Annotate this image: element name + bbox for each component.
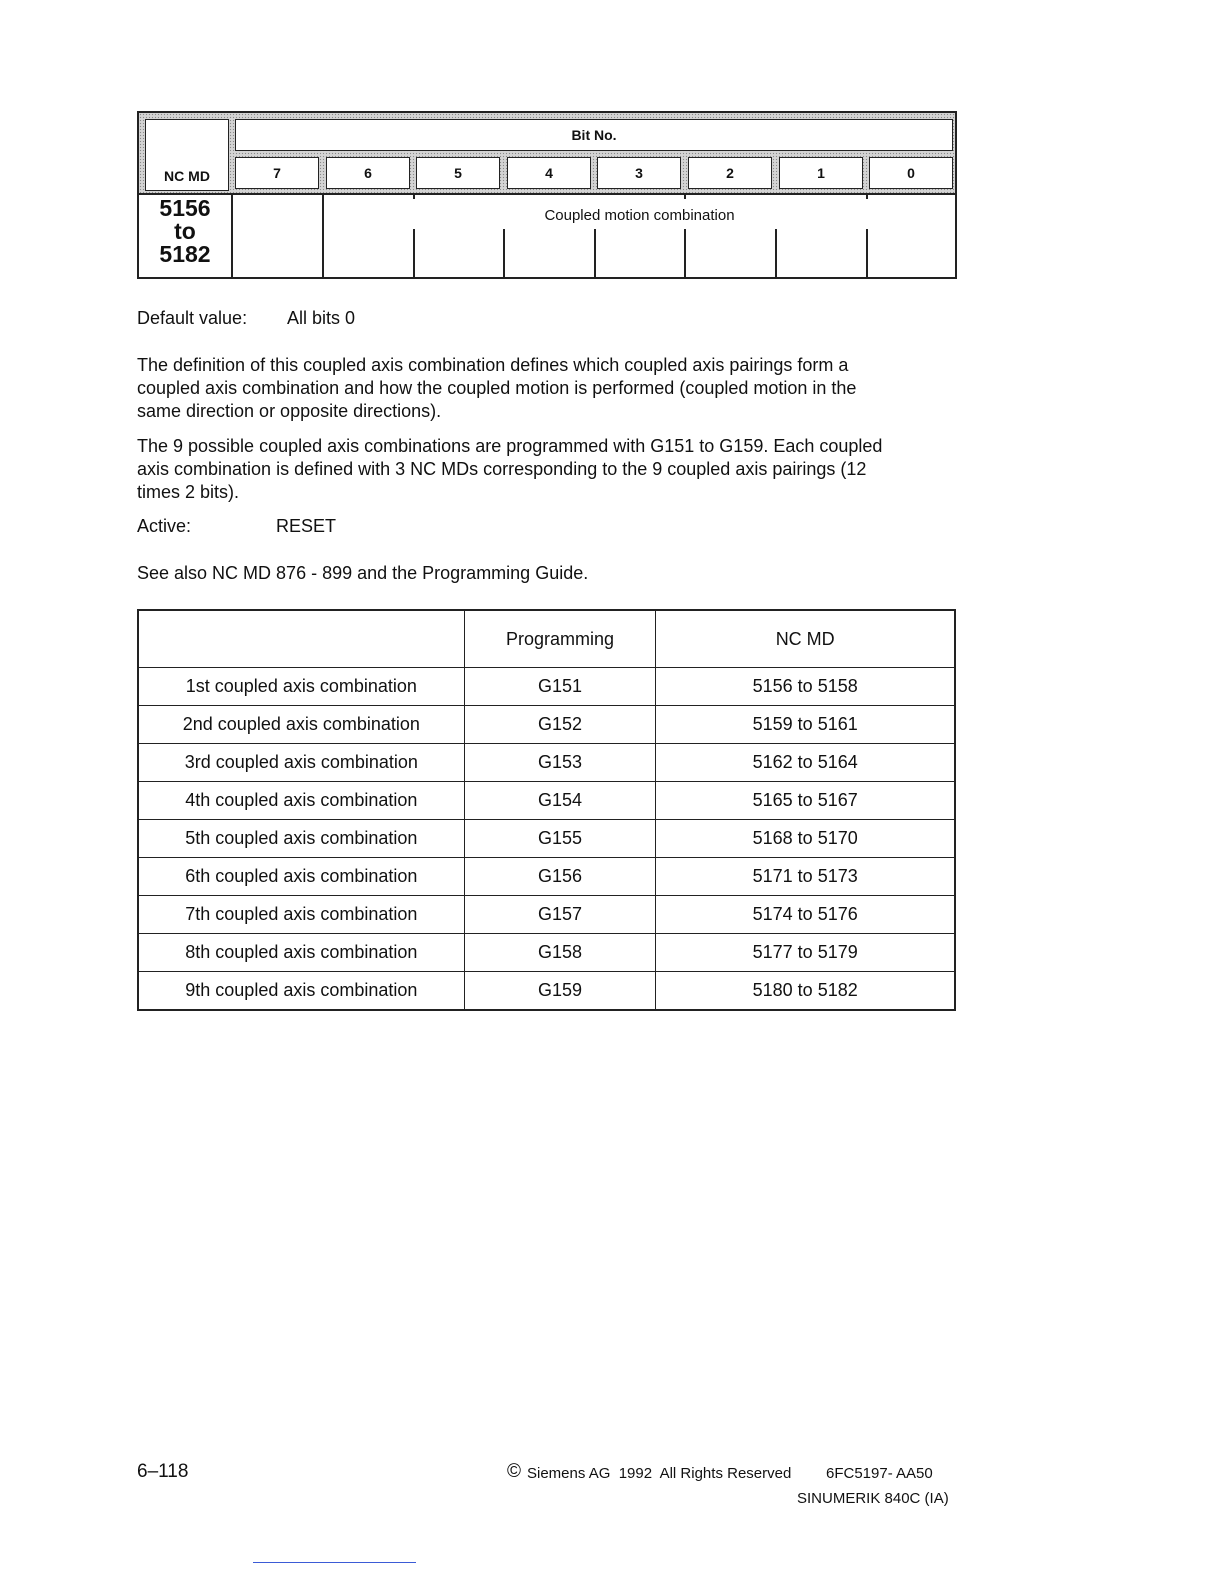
programming-cell: G157 (464, 896, 656, 934)
bit-divider-1-0-low (866, 229, 868, 277)
bit-divider-2-1 (775, 229, 777, 277)
bit-divider-6-5-low (413, 229, 415, 277)
md-range-to-word: to (174, 218, 196, 244)
bit-7-header (235, 157, 319, 189)
bit-divider-7-6 (322, 193, 324, 277)
bit-divider-1-0 (866, 193, 868, 199)
bit-3-label: 3 (635, 165, 643, 181)
bit-4-header (507, 157, 591, 189)
nc-md-cell: 5171 to 5173 (656, 858, 955, 896)
active-value: RESET (276, 516, 337, 536)
combination-cell: 4th coupled axis combination (138, 782, 464, 820)
bit-2-label: 2 (726, 165, 734, 181)
description-para1-line2: coupled axis combination and how the coupled motion is performed (coupled motion in the (137, 378, 857, 398)
bit-1-label: 1 (817, 165, 825, 181)
bit-6-label: 6 (364, 165, 372, 181)
table-row (138, 782, 955, 820)
table-row (138, 972, 955, 1011)
programming-cell: G151 (464, 668, 656, 706)
combination-cell: 5th coupled axis combination (138, 820, 464, 858)
copyright-symbol: © (507, 1461, 521, 1482)
bit-4-label: 4 (545, 165, 553, 181)
bit-divider-6-5 (413, 193, 415, 199)
nc-md-cell: 5168 to 5170 (656, 820, 955, 858)
page-number: 6–118 (137, 1461, 189, 1482)
description-para2-line3: times 2 bits). (137, 482, 240, 502)
combination-cell: 8th coupled axis combination (138, 934, 464, 972)
bit-1-header (779, 157, 863, 189)
table-row (138, 858, 955, 896)
combination-cell: 6th coupled axis combination (138, 858, 464, 896)
description-para2-line2: axis combination is defined with 3 NC MDs corresponding to the 9 coupled axis pairings (12 (137, 459, 867, 479)
table-row (138, 668, 955, 706)
bit-6-header (326, 157, 410, 189)
bit-no-label: Bit No. (571, 127, 617, 143)
md-range (139, 197, 231, 266)
see-also: See also NC MD 876 - 899 and the Programming Guide. (137, 563, 589, 583)
header-cell-combination (138, 610, 464, 668)
nc-md-cell: 5180 to 5182 (656, 972, 955, 1011)
nc-md-cell: 5174 to 5176 (656, 896, 955, 934)
bit-divider-3-2-low (684, 229, 686, 277)
programming-cell: G153 (464, 744, 656, 782)
header-cell-programming: Programming (464, 610, 656, 668)
table-row (138, 820, 955, 858)
programming-cell: G152 (464, 706, 656, 744)
bit-5-label: 5 (454, 165, 462, 181)
default-value-label: Default value: (137, 308, 248, 328)
md-column-divider (231, 193, 233, 277)
programming-cell: G159 (464, 972, 656, 1011)
combination-cell: 1st coupled axis combination (138, 668, 464, 706)
nc-md-header-label: NC MD (164, 168, 210, 184)
table-header-row (138, 610, 955, 668)
nc-md-header (145, 119, 229, 191)
table-row (138, 934, 955, 972)
coupled-axis-combination-table (137, 609, 956, 1011)
default-value: All bits 0 (287, 308, 356, 328)
header-divider (139, 193, 955, 195)
bit-0-header (869, 157, 953, 189)
nc-md-cell: 5156 to 5158 (656, 668, 955, 706)
programming-cell: G156 (464, 858, 656, 896)
field-label: Coupled motion combination (544, 207, 735, 224)
combination-cell: 9th coupled axis combination (138, 972, 464, 1011)
md-range-to: 5182 (159, 241, 211, 267)
active-label: Active: (137, 516, 192, 536)
nc-md-cell: 5162 to 5164 (656, 744, 955, 782)
table-row (138, 896, 955, 934)
description-para2-line1: The 9 possible coupled axis combinations are programmed with G151 to G159. Each coupled (137, 436, 883, 456)
bit-7-label: 7 (273, 165, 281, 181)
combination-cell: 3rd coupled axis combination (138, 744, 464, 782)
nc-md-cell: 5177 to 5179 (656, 934, 955, 972)
copyright-text: Siemens AG 1992 All Rights Reserved (527, 1465, 792, 1482)
description-para1-line3: same direction or opposite directions). (137, 401, 442, 421)
description-para1-line1: The definition of this coupled axis combination defines which coupled axis pairings form a (137, 355, 849, 375)
bit-divider-3-2 (684, 193, 686, 199)
bit-3-header (597, 157, 681, 189)
bit-divider-4-3 (594, 229, 596, 277)
combination-cell: 2nd coupled axis combination (138, 706, 464, 744)
bit-2-header (688, 157, 772, 189)
product-name: SINUMERIK 840C (IA) (797, 1490, 949, 1507)
table-row (138, 706, 955, 744)
nc-md-cell: 5165 to 5167 (656, 782, 955, 820)
bit-divider-5-4 (503, 229, 505, 277)
bit-5-header (416, 157, 500, 189)
md-range-from: 5156 (159, 195, 211, 221)
programming-cell: G154 (464, 782, 656, 820)
bit-0-label: 0 (907, 165, 915, 181)
order-number: 6FC5197- AA50 (826, 1465, 933, 1482)
programming-cell: G158 (464, 934, 656, 972)
bit-no-header (235, 119, 953, 151)
combination-cell: 7th coupled axis combination (138, 896, 464, 934)
table-row (138, 744, 955, 782)
header-cell-nc-md: NC MD (656, 610, 955, 668)
nc-md-cell: 5159 to 5161 (656, 706, 955, 744)
programming-cell: G155 (464, 820, 656, 858)
footer-link-underline (253, 1562, 416, 1563)
bit-assignment-table (137, 111, 957, 279)
